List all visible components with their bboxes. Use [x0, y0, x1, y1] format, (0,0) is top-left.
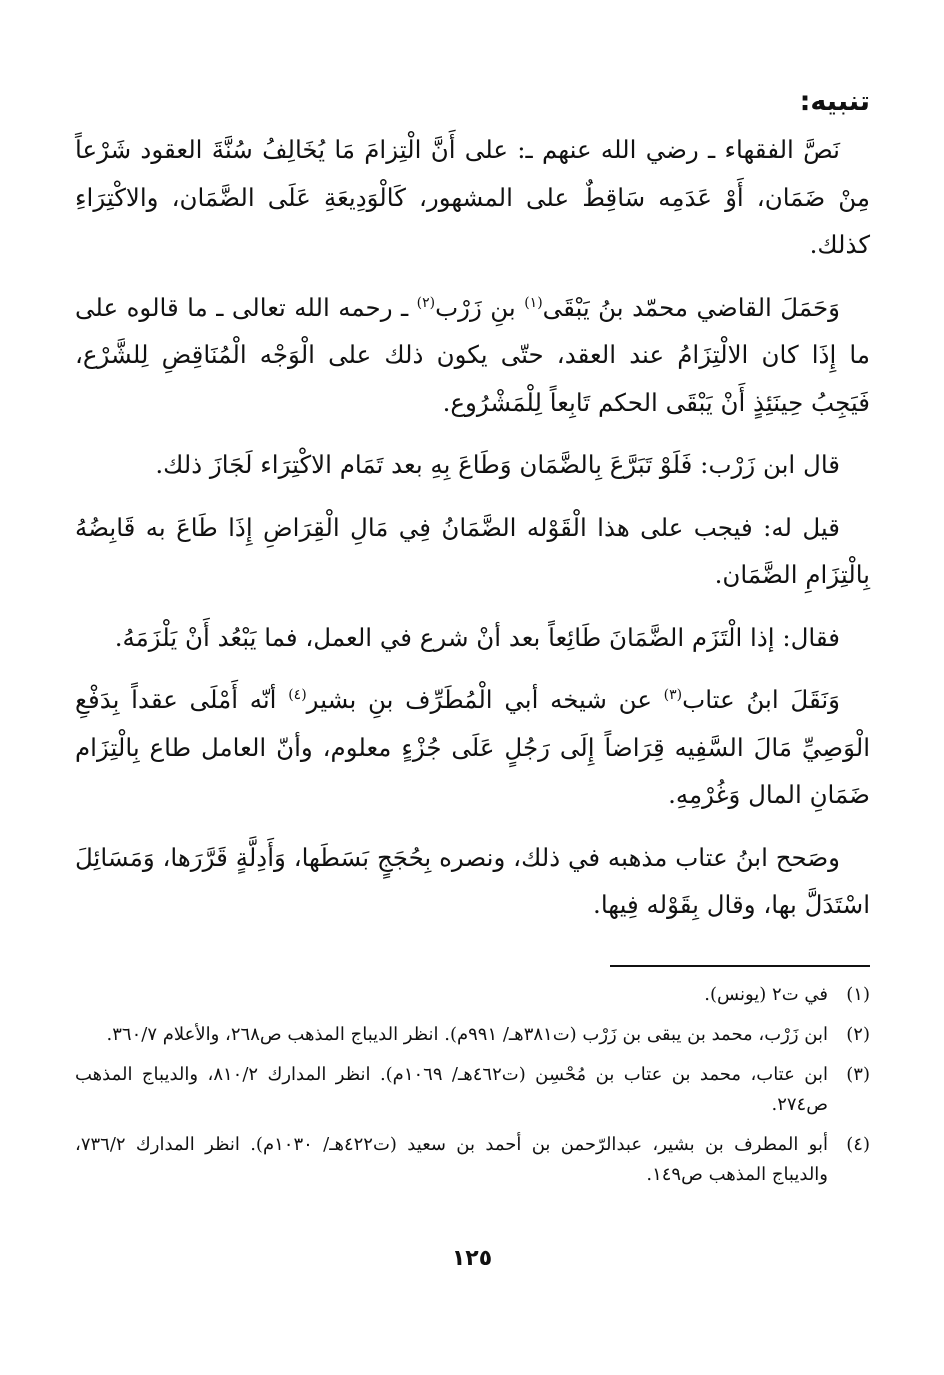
footnotes: [75, 980, 870, 1200]
paragraph-2-part-3: ـ رحمه الله تعالى ـ ما قالوه على ما إِذَا كان الالْتِزَامُ عند العقد، حتّى يكون ذلك على الْوَجْه الْمُنَاقِضِ لِلشَّرْع، فَيَجِبُ حِينَئِذٍ أَنْ يَبْقَى الحكم تَابِعاً لِلْمَشْرُوع.: [75, 292, 870, 417]
page-number: ١٢٥: [451, 1246, 493, 1271]
paragraph-5: فقال: إذا الْتَزَم الضَّمَانَ طَائِعاً بعد أنْ شرع في العمل، فما يَبْعُد أَنْ يَلْزَمَهُ.: [114, 622, 840, 652]
main-text: [75, 80, 870, 944]
paragraph-1: نَصَّ الفقهاء ـ رضي الله عنهم ـ: على أَنَّ الْتِزامَ مَا يُخَالِفُ سُنَّةَ العقود شَرْعاً مِنْ ضَمَان، أَوْ عَدَمِه سَاقِطٌ على المشهور، كَالْوَدِيعَةِ عَلَى الضَّمَان، والاكْتِرَاءِ كذلك.: [75, 135, 870, 259]
section-heading: تنبيه:: [799, 86, 870, 117]
footnote-3: [75, 1060, 870, 1120]
footnote-ref-2: (٢): [416, 294, 436, 311]
footnote-text: ابن عتاب، محمد بن عتاب بن مُحْسِن (ت٤٦٢هـ/ ١٠٦٩م). انظر المدارك ٨١٠/٢، والديباج المذهب ص٢٧٤.: [75, 1064, 828, 1115]
footnote-number: (١): [846, 984, 870, 1005]
footnote-number: (٢): [846, 1024, 870, 1045]
footnote-ref-3: (٣): [663, 686, 683, 703]
footnote-text: في ت٢ (يونس).: [704, 984, 828, 1005]
footnote-2: [75, 1020, 870, 1050]
paragraph-2-part-2: بنِ زَرْب: [435, 292, 525, 322]
footnote-number: (٣): [846, 1064, 870, 1085]
paragraph-6-part-1: وَنَقَلَ ابنُ عتاب: [682, 685, 840, 714]
paragraph-6: [75, 676, 870, 819]
paragraph-7: وصَحح ابنُ عتاب مذهبه في ذلك، ونصره بِحُجَجٍ بَسَطَها، وَأَدِلَّةٍ قَرَّرَها، وَمَسَائِلَ اسْتَدَلَّ بها، وقال بِقَوْله فِيها.: [75, 842, 870, 919]
paragraph-3: قال ابن زَرْب: فَلَوْ تَبَرَّعَ بِالضَّمَان وَطَاعَ بِهِ بعد تَمَام الاكْتِرَاء لَجَازَ ذلك.: [155, 450, 840, 479]
footnote-1: [75, 980, 870, 1010]
paragraph-2-part-1: وَحَمَلَ القاضي محمّد بنُ يَبْقَى: [542, 292, 840, 322]
footnote-ref-4: (٤): [288, 686, 307, 703]
paragraph-6-part-3: أنّه أَمْلَى عقداً بِدَفْعِ الْوَصِيِّ مَالَ السَّفِيه قِرَاضاً إِلَى رَجُلٍ عَلَى جُزْءٍ معلوم، وأنّ العامل طاع بِالْتِزَام ضَمَانِ المال وَغُرْمِهِ.: [75, 685, 870, 809]
paragraph-2: [75, 284, 870, 427]
footnote-text: ابن زَرْب، محمد بن يبقى بن زَرْب (ت٣٨١هـ/ ٩٩١م). انظر الديباج المذهب ص٢٦٨، والأعلام ٣٦٠/٧.: [106, 1024, 828, 1045]
footnote-divider: [610, 965, 870, 967]
footnote-number: (٤): [846, 1134, 870, 1155]
paragraph-6-part-2: عن شيخه أبي الْمُطَرِّف بنِ بشير: [306, 685, 664, 714]
footnote-ref-1: (١): [524, 294, 543, 311]
footnote-text: أبو المطرف بن بشير، عبدالرّحمن بن أحمد بن سعيد (ت٤٢٢هـ/ ١٠٣٠م). انظر المدارك ٧٣٦/٢، والديباج المذهب ص١٤٩.: [75, 1134, 828, 1185]
footnote-4: [75, 1130, 870, 1190]
paragraph-4: قيل له: فيجب على هذا الْقَوْله الضَّمَانُ فِي مَالِ الْقِرَاضِ إِذَا طَاعَ به قَابِضُهُ بِالْتِزَامِ الضَّمَان.: [75, 512, 870, 589]
